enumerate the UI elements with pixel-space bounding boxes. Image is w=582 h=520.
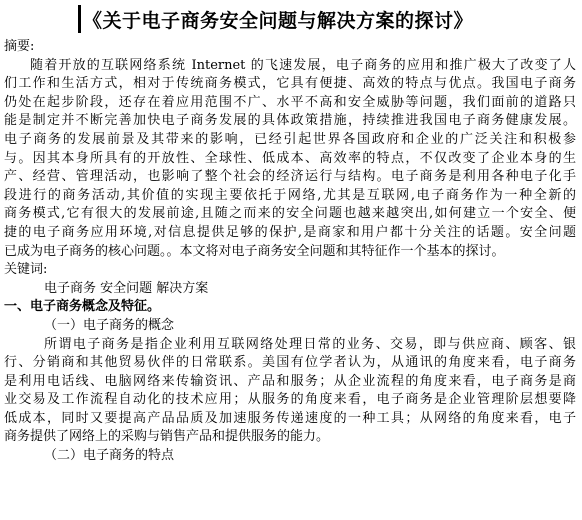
section-1-heading: 一、电子商务概念及特征。 [4, 299, 161, 315]
abstract-line-3: 仍处在起步阶段，还存在着应用范围不广、水平不高和安全威胁等问题，我们面前的道路只 [4, 94, 576, 110]
abstract-line-1: 随着开放的互联网络系统 Internet 的飞速发展，电子商务的应用和推广极大了改变了人 [30, 57, 576, 73]
abstract-line-7: 产、经营、管理活动，也影响了整个社会的经济运行与结构。电子商务是利用各种电子化手 [4, 169, 576, 185]
subsection-2-heading: （二）电子商务的特点 [44, 448, 175, 464]
document-title: 《关于电子商务安全问题与解决方案的探讨》 [83, 9, 474, 32]
keywords-text: 电子商务 安全问题 解决方案 [44, 280, 209, 296]
concept-line-2: 行、分销商和其他贸易伙伴的日常联系。美国有位学者认为，从通讯的角度来看，电子商务 [4, 355, 576, 371]
abstract-line-6: 与。因其本身所具有的开放性、全球性、低成本、高效率的特点，不仅改变了企业本身的生 [4, 150, 576, 166]
document-body [4, 38, 576, 466]
abstract-line-10: 捷的电子商务应用环境,对信息提供足够的保护,是商家和用户都十分关注的话题。安全问题 [4, 224, 576, 240]
concept-line-5: 低成本，同时又要提高产品品质及加速服务传递速度的一种工具；从网络的角度来看，电子 [4, 410, 576, 426]
abstract-line-8: 段进行的商务活动,其价值的实现主要依托于网络,尤其是互联网,电子商务作为一种全新的 [4, 187, 576, 203]
subsection-1-heading: （一）电子商务的概念 [44, 317, 175, 333]
concept-line-3: 是利用电话线、电脑网络来传输资讯、产品和服务；从企业流程的角度来看，电子商务是商 [4, 373, 576, 389]
abstract-line-9: 商务模式,它有很大的发展前途,且随之而来的安全问题也越来越突出,如何建立一个安全、便 [4, 206, 576, 222]
abstract-line-2: 们工作和生活方式，相对于传统商务模式，它具有便捷、高效的特点与优点。我国电子商务 [4, 76, 576, 92]
abstract-line-11: 已成为电子商务的核心问题。。本文将对电子商务安全问题和其特征作一个基本的探讨。 [4, 243, 505, 259]
abstract-label: 摘要: [4, 39, 35, 54]
title-block [78, 4, 473, 34]
title-left-bar [78, 5, 81, 33]
concept-line-1: 所谓电子商务是指企业利用互联网络处理日常的业务、交易，即与供应商、顾客、银 [44, 336, 576, 352]
concept-line-4: 业交易及工作流程自动化的技术应用；从服务的角度来看，电子商务是企业管理阶层想要降 [4, 392, 576, 408]
concept-line-6: 商务提供了网络上的采购与销售产品和提供服务的能力。 [4, 429, 330, 445]
keywords-label: 关键词: [4, 262, 48, 278]
abstract-line-5: 电子商务的发展前景及其带来的影响，已经引起世界各国政府和企业的广泛关注和积极参 [4, 131, 576, 147]
abstract-line-4: 能是制定并不断完善加快电子商务发展的具体政策措施，持续推进我国电子商务健康发展。 [4, 113, 576, 129]
